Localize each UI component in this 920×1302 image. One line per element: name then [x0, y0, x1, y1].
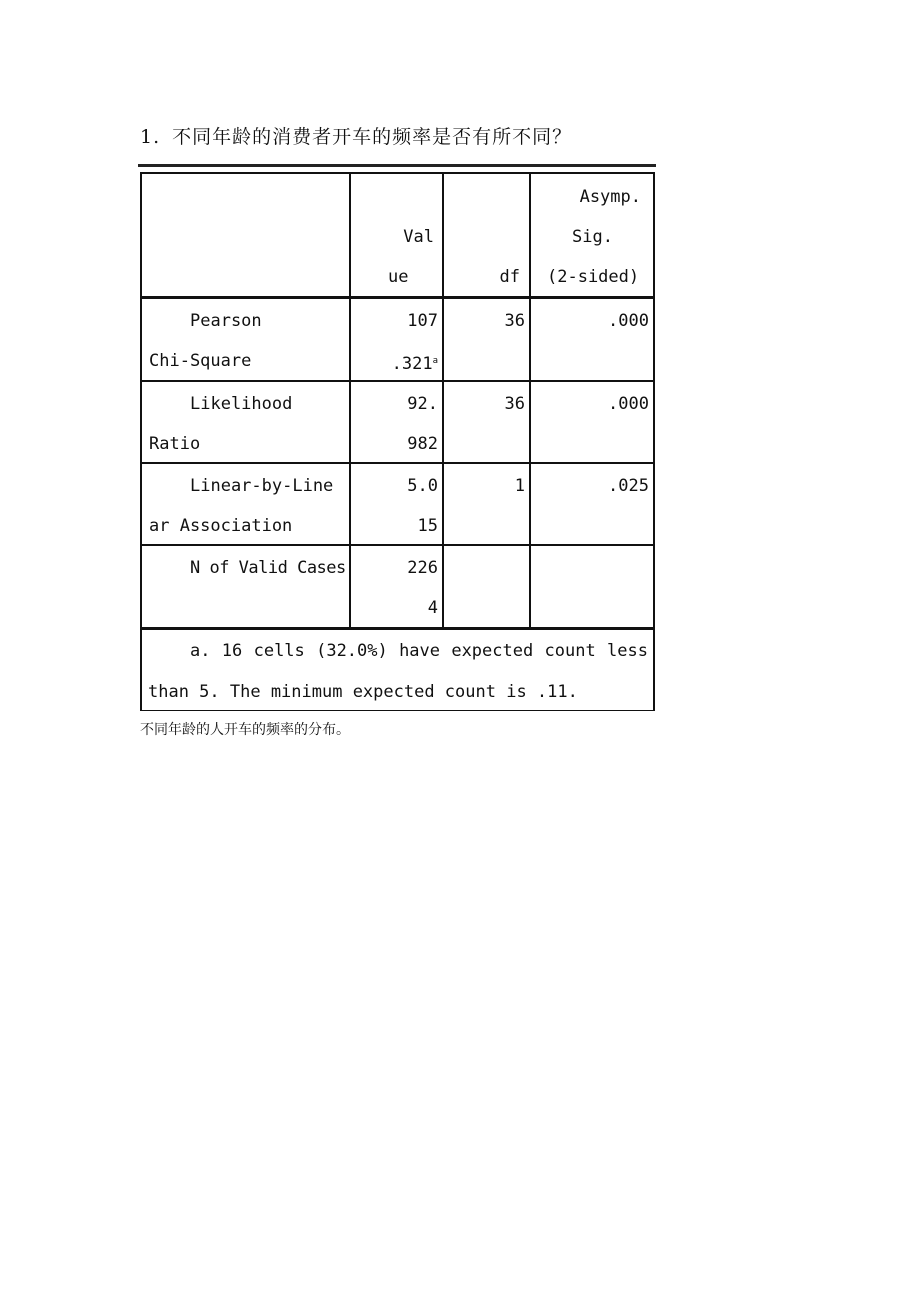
row-label-line1: N of Valid Cases	[190, 558, 346, 578]
row-value-line2-text: .321	[391, 354, 433, 374]
table-top-rule	[138, 164, 656, 167]
row-value-line1: 107	[407, 311, 438, 331]
row-sig: .025	[608, 476, 649, 496]
row-value-line2: 15	[417, 516, 438, 536]
row-value-line1: 92.	[407, 394, 438, 414]
caption: 不同年龄的人开车的频率的分布。	[140, 722, 350, 738]
row-value-line1: 226	[407, 558, 438, 578]
question-heading	[140, 122, 572, 149]
header-sig-line3: (2-sided)	[547, 267, 640, 287]
row-label-line2: Chi-Square	[149, 351, 252, 371]
question-text: 不同年龄的消费者开车的频率是否有所不同？	[172, 126, 573, 148]
header-sig-line1: Asymp.	[579, 187, 641, 207]
row-label-line2: Ratio	[149, 434, 201, 454]
row-df: 36	[504, 394, 525, 414]
footnote-marker: a	[432, 356, 438, 366]
row-label-line1: Likelihood	[190, 394, 293, 414]
row-value-line2	[351, 341, 438, 384]
header-value-line1: Val	[403, 227, 434, 247]
row-df: 1	[514, 476, 525, 496]
row-value-line2: 4	[427, 598, 438, 618]
row-label-line2: ar Association	[149, 516, 293, 536]
header-df: df	[499, 267, 520, 287]
header-sig-line2: Sig.	[572, 227, 613, 247]
header-value-line2: ue	[388, 267, 409, 287]
table-footnote: a. 16 cells (32.0%) have expected count less than 5. The minimum expected count is .11.	[148, 641, 648, 702]
row-label-line1: Linear-by-Line	[190, 476, 334, 496]
row-df: 36	[504, 311, 525, 331]
row-label-line1: Pearson	[190, 311, 262, 331]
row-sig: .000	[608, 311, 649, 331]
chi-square-table	[140, 172, 655, 711]
row-value-line1: 5.0	[407, 476, 438, 496]
question-number: 1.	[140, 126, 161, 148]
row-value-line2: 982	[407, 434, 438, 454]
row-sig: .000	[608, 394, 649, 414]
